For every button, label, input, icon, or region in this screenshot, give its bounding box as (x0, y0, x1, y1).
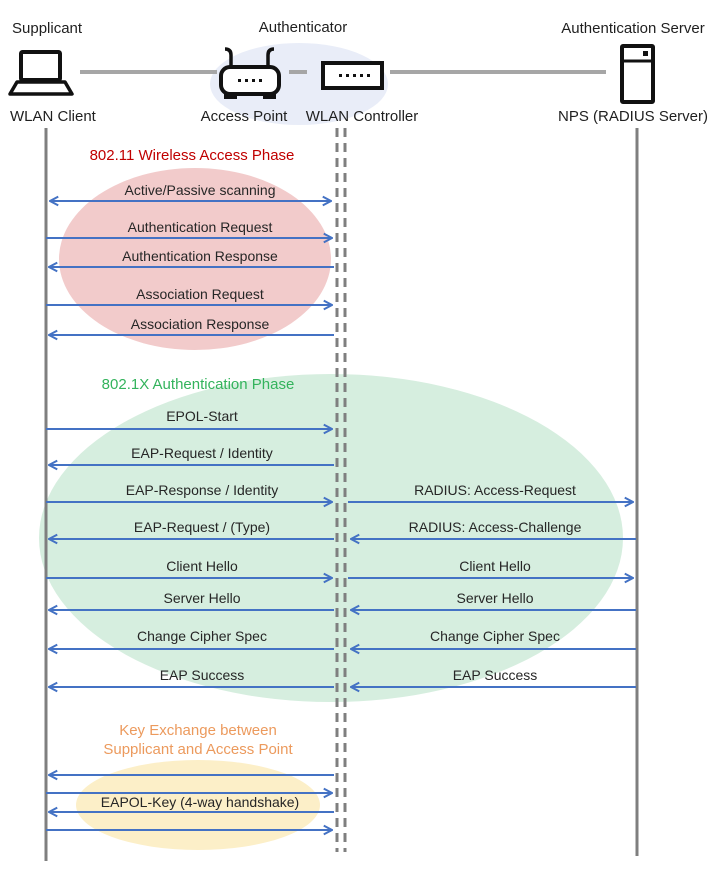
message-label: RADIUS: Access-Challenge (408, 519, 582, 535)
message-label: EAP-Request / (Type) (133, 519, 271, 535)
message-label: EAP-Request / Identity (131, 445, 273, 461)
role-authenticator: Authenticator (258, 19, 348, 36)
node-wlan-controller: WLAN Controller (305, 108, 419, 125)
message-label: EAP Success (159, 667, 245, 683)
message-label: Client Hello (166, 558, 238, 574)
laptop-icon (10, 52, 72, 94)
message-label: RADIUS: Access-Request (414, 482, 576, 498)
message-label: Authentication Response (122, 248, 278, 264)
phase2-title: 802.1X Authentication Phase (101, 376, 295, 393)
phase3-title-line2: Supplicant and Access Point (103, 741, 293, 758)
message-label: Change Cipher Spec (137, 628, 267, 644)
node-wlan-client: WLAN Client (10, 108, 96, 125)
message-label: Server Hello (456, 590, 534, 606)
role-authentication-server: Authentication Server (561, 20, 705, 37)
node-nps-server: NPS (RADIUS Server) (557, 108, 709, 125)
message-label: EAPOL-Key (4-way handshake) (100, 794, 300, 810)
message-label: Client Hello (459, 558, 531, 574)
role-supplicant: Supplicant (12, 20, 83, 37)
message-label: Authentication Request (127, 219, 273, 235)
message-label: Change Cipher Spec (430, 628, 560, 644)
phase1-title: 802.11 Wireless Access Phase (89, 147, 295, 164)
message-label: EPOL-Start (166, 408, 238, 424)
controller-box-icon (323, 63, 382, 88)
message-label: Active/Passive scanning (124, 182, 276, 198)
message-label: EAP Success (452, 667, 538, 683)
message-label: Server Hello (163, 590, 241, 606)
server-tower-icon (622, 46, 653, 102)
phase3-title-line1: Key Exchange between (119, 722, 277, 739)
message-label: Association Request (136, 286, 264, 302)
message-label: Association Response (130, 316, 270, 332)
node-access-point: Access Point (200, 108, 288, 125)
message-label: EAP-Response / Identity (125, 482, 279, 498)
